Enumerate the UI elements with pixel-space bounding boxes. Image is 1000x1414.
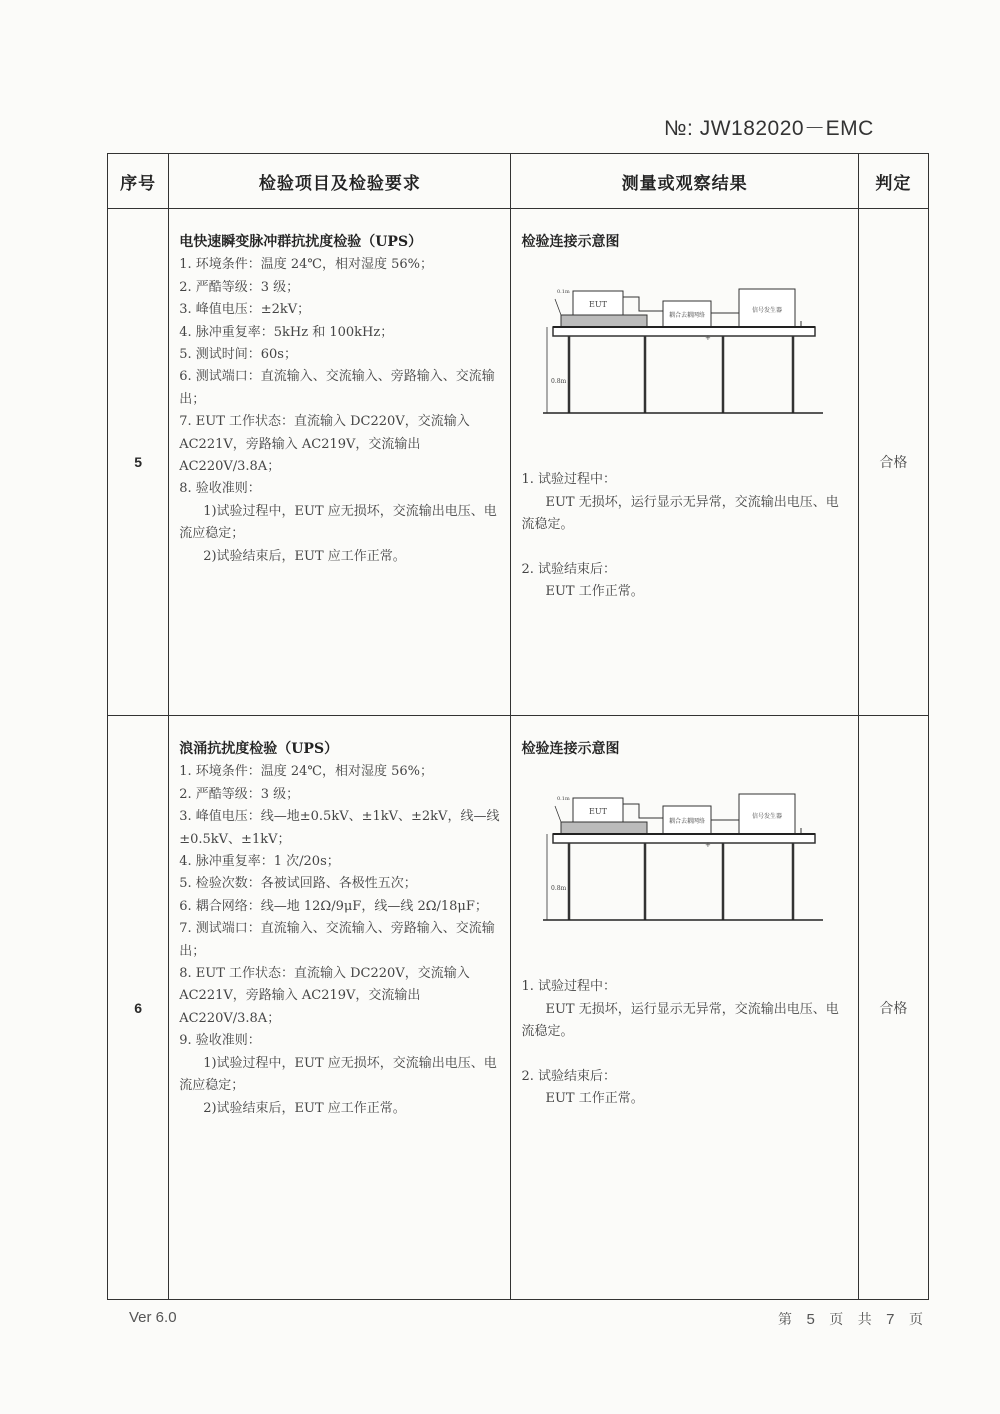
small-distance-label: 0.1m (557, 796, 571, 803)
requirement-item: 6. 耦合网络：线—地 12Ω/9μF，线—线 2Ω/18μF； (179, 898, 488, 914)
ground-plane-shaded (561, 822, 647, 834)
requirement-item: 8. 验收准则： (179, 481, 261, 497)
connection-diagram (543, 263, 823, 433)
table-row (108, 209, 929, 716)
eut-label: EUT (589, 807, 608, 817)
results-cell (511, 209, 858, 716)
page-indicator (778, 1309, 928, 1329)
criteria-item: 1)试验过程中，EUT 应无损坏，交流输出电压、电流应稳定； (179, 1055, 497, 1094)
generator-label: 信号发生器 (752, 307, 783, 315)
height-label: 0.8m (551, 885, 567, 893)
requirement-item: 9. 验收准则： (179, 1033, 261, 1049)
result-head: 2. 试验结束后： (521, 1068, 617, 1084)
result-head: 1. 试验过程中： (521, 472, 617, 488)
result-body: EUT 工作正常。 (545, 584, 644, 600)
eut-label: EUT (589, 300, 608, 310)
criteria-item: 1)试验过程中，EUT 应无损坏，交流输出电压、电流应稳定； (179, 503, 497, 542)
requirement-item: 4. 脉冲重复率：1 次/20s； (179, 854, 340, 870)
requirement-item: 7. 测试端口：直流输入、交流输入、旁路输入、交流输出； (179, 921, 495, 959)
table-header-row (108, 154, 929, 209)
result-body: EUT 无损坏，运行显示无异常，交流输出电压、电流稳定。 (521, 494, 839, 533)
header-verdict: 判定 (858, 154, 928, 209)
verdict-cell: 合格 (858, 209, 928, 716)
page-prefix: 第 (778, 1312, 797, 1328)
requirement-item: 1. 环境条件：温度 24℃，相对湿度 56%； (179, 764, 433, 780)
diagram-title: 检验连接示意图 (521, 234, 620, 250)
header-serial: 序号 (108, 154, 169, 209)
results-cell (511, 716, 858, 1300)
result-body: EUT 工作正常。 (545, 1091, 644, 1107)
criteria-item: 2)试验结束后，EUT 应工作正常。 (203, 1100, 406, 1116)
svg-text:+: + (705, 841, 712, 850)
criteria-item: 2)试验结束后，EUT 应工作正常。 (203, 548, 406, 564)
table-top (553, 327, 815, 336)
page-total: 7 (886, 1311, 900, 1328)
table-top (553, 834, 815, 843)
diagram-title: 检验连接示意图 (521, 741, 620, 757)
coupler-label: 耦合去耦网络 (669, 818, 706, 826)
test-title: 电快速瞬变脉冲群抗扰度检验（UPS） (179, 234, 423, 250)
table-row (108, 716, 929, 1300)
coupler-label: 耦合去耦网络 (669, 312, 706, 320)
verdict-cell: 合格 (858, 716, 928, 1300)
version-label: Ver 6.0 (129, 1309, 177, 1326)
requirements-cell (169, 716, 511, 1300)
requirement-item: 1. 环境条件：温度 24℃，相对湿度 56%； (179, 257, 433, 273)
result-head: 2. 试验结束后： (521, 561, 617, 577)
requirement-item: 7. EUT 工作状态：直流输入 DC220V，交流输入 AC221V，旁路输入 AC219V，交流输出 AC220V/3.8A； (179, 414, 470, 475)
page-mid: 页 共 (829, 1312, 877, 1328)
row-number: 5 (108, 209, 169, 716)
requirement-item: 5. 测试时间：60s； (179, 347, 297, 363)
row-number: 6 (108, 716, 169, 1300)
document-number: №: JW182020－EMC (664, 117, 874, 140)
requirement-item: 3. 峰值电压：线—地±0.5kV、±1kV、±2kV，线—线±0.5kV、±1kV； (179, 809, 500, 847)
test-title: 浪涌抗扰度检验（UPS） (179, 741, 339, 757)
requirement-item: 2. 严酷等级：3 级； (179, 279, 300, 295)
requirement-item: 5. 检验次数：各被试回路、各极性五次； (179, 876, 417, 892)
header-results: 测量或观察结果 (511, 154, 858, 209)
header-items: 检验项目及检验要求 (169, 154, 511, 209)
page-suffix: 页 (908, 1312, 928, 1328)
requirement-item: 4. 脉冲重复率：5kHz 和 100kHz； (179, 324, 394, 340)
requirement-item: 6. 测试端口：直流输入、交流输入、旁路输入、交流输出； (179, 369, 495, 407)
ground-plane-shaded (561, 315, 647, 327)
generator-label: 信号发生器 (752, 813, 783, 821)
requirement-item: 3. 峰值电压：±2kV； (179, 302, 311, 318)
small-distance-label: 0.1m (557, 289, 571, 296)
requirements-cell (169, 209, 511, 716)
connection-diagram (543, 770, 823, 940)
requirement-item: 2. 严酷等级：3 级； (179, 786, 300, 802)
svg-text:+: + (705, 334, 712, 343)
requirement-item: 8. EUT 工作状态：直流输入 DC220V，交流输入 AC221V，旁路输入 AC219V，交流输出 AC220V/3.8A； (179, 966, 470, 1026)
height-label: 0.8m (551, 378, 567, 386)
page-number: 5 (806, 1311, 820, 1328)
result-body: EUT 无损坏，运行显示无异常，交流输出电压、电流稳定。 (521, 1001, 839, 1040)
test-table (107, 153, 929, 1300)
result-head: 1. 试验过程中： (521, 979, 617, 995)
